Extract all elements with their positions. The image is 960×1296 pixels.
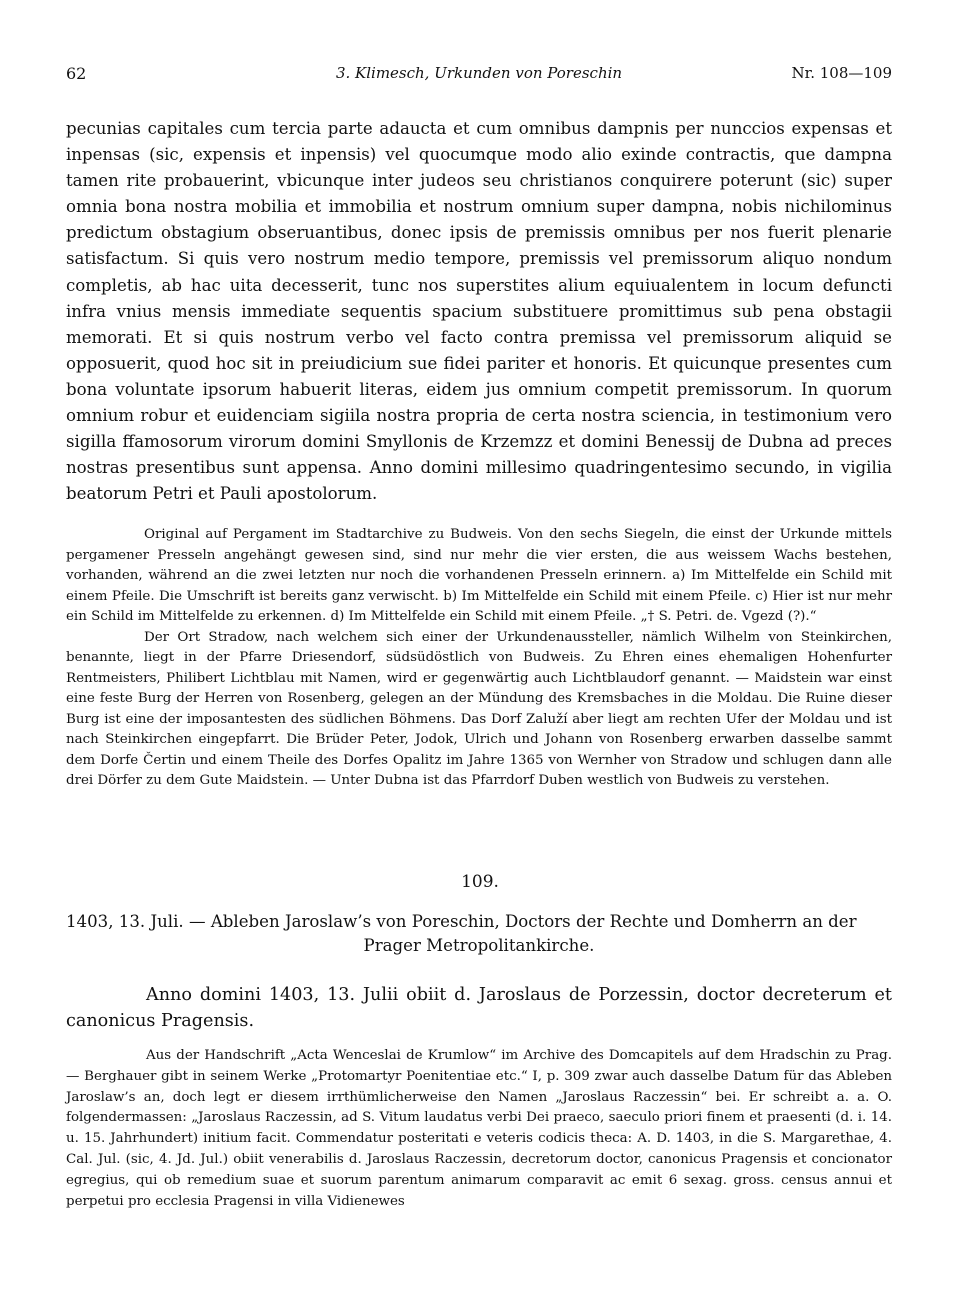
document-number-109: 109. — [461, 872, 499, 892]
document-body-109 — [66, 982, 892, 1034]
obituary-text: Anno domini 1403, 13. Julii obiit d. Jaroslaus de Porzessin, doctor decreterum et canonicus Pragensis. — [66, 985, 892, 1031]
editorial-notes-109 — [66, 1046, 892, 1212]
editorial-notes-108 — [66, 525, 892, 792]
running-title: 3. Klimesch, Urkunden von Poreschin — [335, 64, 623, 82]
source-note: Aus der Handschrift „Acta Wenceslai de Krumlow“ im Archive des Domcapitels auf dem Hradschin zu Prag. — Berghauer gibt in seinem Werke „Protomartyr Poenitentiae etc.“ I, p. 309 zwar auch dasselbe Datum für das Ableben Jaroslaw’s an, doch legt er diesem irrthümlicherweise den Namen „Jaroslaus Raczessin“ bei. Er schreibt a. a. O. folgendermassen: „Jaroslaus Raczessin, ad S. Vitum laudatus verbi Dei praeco, saeculo priori finem et praesenti (d. i. 14. u. 15. Jahrhundert) initium facit. Commendatur posteritati e veteris codicis theca: A. D. 1403, in die S. Margarethae, 4. Cal. Jul. (sic, 4. Jd. Jul.) obiit venerabilis d. Jaroslaus Raczessin, decretorum doctor, canonicus Pragensis et concionator egregius, qui ob remedium suae et suorum parentum animarum comparavit ac emit 6 sexag. gross. census annui et perpetui pro ecclesia Pragensi in villa Vidienewes — [66, 1048, 892, 1209]
document-heading-109 — [66, 910, 892, 958]
seal-description-note: Original auf Pergament im Stadtarchive zu Budweis. Von den sechs Siegeln, die einst der Urkunde mittels pergamener Presseln angehängt gewesen sind, sind nur mehr die vier ersten, die aus weissem Wachs bestehen, vorhanden, während an die zwei letzten nur noch die vorhandenen Presseln erinnern. a) Im Mittelfelde ein Schild mit einem Pfeile. Die Umschrift ist bereits ganz verwischt. b) Im Mittelfelde ein Schild mit einem Pfeile. c) Hier ist nur mehr ein Schild im Mittelfelde zu erkennen. d) Im Mittelfelde ein Schild mit einem Pfeile. „† S. Petri. de. Vgezd (?).“ — [66, 527, 892, 624]
heading-continuation: Prager Metropolitankirche. — [363, 936, 595, 955]
place-names-note: Der Ort Stradow, nach welchem sich einer der Urkundenaussteller, nämlich Wilhelm von Steinkirchen, benannte, liegt in der Pfarre Driesendorf, südsüdöstlich von Budweis. Zu Ehren eines ehemaligen Hohenfurter Rentmeisters, Philibert Lichtblau mit Namen, wird er gegenwärtig auch Lichtblaudorf genannt. — Maidstein war einst eine feste Burg der Herren von Rosenberg, gelegen an der Mündung des Kremsbaches in die Moldau. Die Ruine dieser Burg ist eine der imposantesten des südlichen Böhmens. Das Dorf Zaluží aber liegt am rechten Ufer der Moldau und ist nach Steinkirchen eingepfarrt. Die Brüder Peter, Jodok, Ulrich und Johann von Rosenberg erwarben dasselbe sammt dem Dorfe Čertin und einem Theile des Dorfes Opalitz im Jahre 1365 von Wernher von Stradow und schlugen dann alle drei Dörfer zu dem Gute Maidstein. — Unter Dubna ist das Pfarrdorf Duben westlich von Budweis zu verstehen. — [66, 629, 892, 788]
page-header — [66, 64, 892, 88]
page-number: 62 — [66, 64, 87, 83]
heading-date-line: 1403, 13. Juli. — Ableben Jaroslaw’s von Poreschin, Doctors der Rechte und Domherrn an der — [66, 912, 857, 931]
charter-text-108 — [66, 116, 892, 507]
document-range: Nr. 108—109 — [791, 64, 892, 82]
charter-paragraph: pecunias capitales cum tercia parte adaucta et cum omnibus dampnis per nunccios expensas et inpensas (sic, expensis et inpensis) vel quocumque modo alio exinde contractis, que dampna tamen rite probauerint, vbicunque inter judeos seu christianos conquirere poterunt (sic) super omnia bona nostra mobilia et immobilia et nostrum omnium super dampna, nobis nichilominus predictum obstagium obseruantibus, donec ipsis de premissis omnibus per nos fuerit plenarie satisfactum. Si quis vero nostrum medio tempore, premissis vel premissorum aliquo nondum completis, ab hac uita decesserit, tunc nos superstites alium equiualentem in locum defuncti infra vnius mensis immediate sequentis spacium substituere promittimus sub pena obstagii memorati. Et si quis nostrum verbo vel facto contra premissa vel premissorum aliquid se opposuerit, quod hoc sit in preiudicium sue fidei pariter et honoris. Et quicunque presentes cum bona voluntate ipsorum habuerit literas, eidem jus omnium competit premissorum. In quorum omnium robur et euidenciam sigiila nostra propria de certa nostra sciencia, in testimonium vero sigilla ffamosorum virorum domini Smyllonis de Krzemzz et domini Benessij de Dubna ad preces nostras presentibus sunt appensa. Anno domini millesimo quadringentesimo secundo, in vigilia beatorum Petri et Pauli apostolorum. — [66, 119, 892, 504]
